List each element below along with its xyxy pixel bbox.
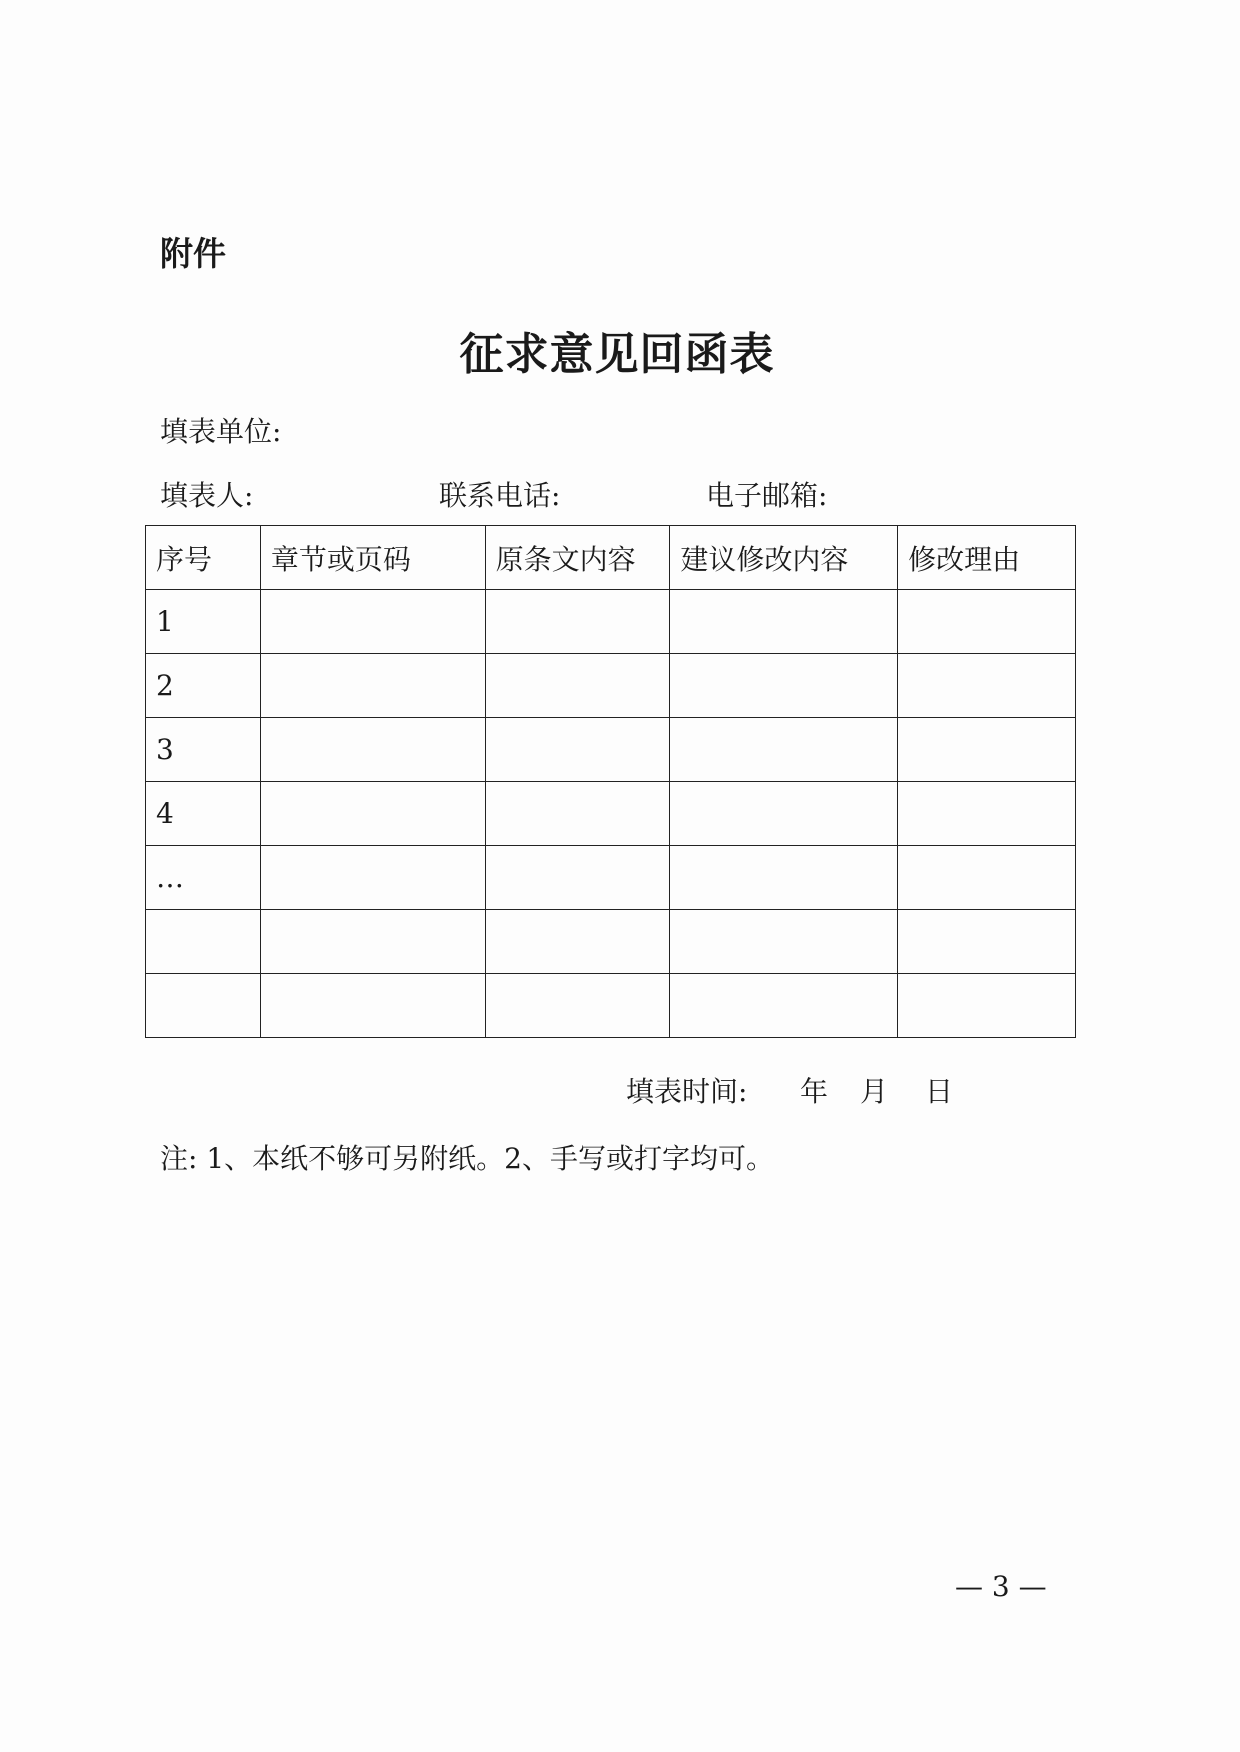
table-cell[interactable] [670,846,898,910]
table-cell[interactable] [898,974,1076,1038]
table-header-cell: 建议修改内容 [670,526,898,590]
row-number-cell[interactable]: 4 [146,782,261,846]
page-title: 征求意见回函表 [459,329,775,380]
table-row [146,846,1076,910]
table-row [146,654,1076,718]
table-cell[interactable] [260,910,485,974]
table-cell[interactable] [485,654,670,718]
date-month: 月 [860,1075,889,1108]
table-cell[interactable] [670,782,898,846]
table-row [146,974,1076,1038]
table-cell[interactable] [260,590,485,654]
table-cell[interactable] [260,654,485,718]
email-field-label: 电子邮箱: [706,479,828,512]
date-day: 日 [925,1075,954,1108]
table-cell[interactable] [898,910,1076,974]
table-cell[interactable] [898,654,1076,718]
attachment-label: 附件 [160,234,226,273]
row-number-cell[interactable]: … [146,846,261,910]
row-number-cell[interactable]: 2 [146,654,261,718]
table-row [146,590,1076,654]
phone-field-label: 联系电话: [439,479,561,512]
table-cell[interactable] [260,718,485,782]
table-cell[interactable] [260,846,485,910]
table-cell[interactable] [485,782,670,846]
fill-date-label: 填表时间: [626,1075,748,1108]
row-number-cell[interactable] [146,910,261,974]
table-cell[interactable] [670,654,898,718]
table-header-cell: 章节或页码 [260,526,485,590]
table-header-cell: 修改理由 [898,526,1076,590]
page-number: — 3 — [955,1570,1047,1603]
table-cell[interactable] [260,782,485,846]
row-number-cell[interactable] [146,974,261,1038]
table-row [146,782,1076,846]
feedback-table [145,525,1076,1038]
table-cell[interactable] [670,718,898,782]
table-cell[interactable] [485,846,670,910]
row-number-cell[interactable]: 1 [146,590,261,654]
table-row [146,718,1076,782]
filler-field-label: 填表人: [160,479,254,512]
unit-field-label: 填表单位: [160,415,282,448]
table-header-cell: 序号 [146,526,261,590]
table-cell[interactable] [670,910,898,974]
note: 注: 1、本纸不够可另附纸。2、手写或打字均可。 [160,1142,774,1175]
table-cell[interactable] [898,718,1076,782]
table-cell[interactable] [485,718,670,782]
row-number-cell[interactable]: 3 [146,718,261,782]
table-cell[interactable] [485,910,670,974]
table-cell[interactable] [260,974,485,1038]
table-header-row [146,526,1076,590]
table-header-cell: 原条文内容 [485,526,670,590]
table-cell[interactable] [898,782,1076,846]
table-cell[interactable] [485,974,670,1038]
table-cell[interactable] [670,974,898,1038]
table-cell[interactable] [898,590,1076,654]
table-cell[interactable] [670,590,898,654]
table-cell[interactable] [898,846,1076,910]
date-year: 年 [800,1075,829,1108]
table-row [146,910,1076,974]
table-cell[interactable] [485,590,670,654]
